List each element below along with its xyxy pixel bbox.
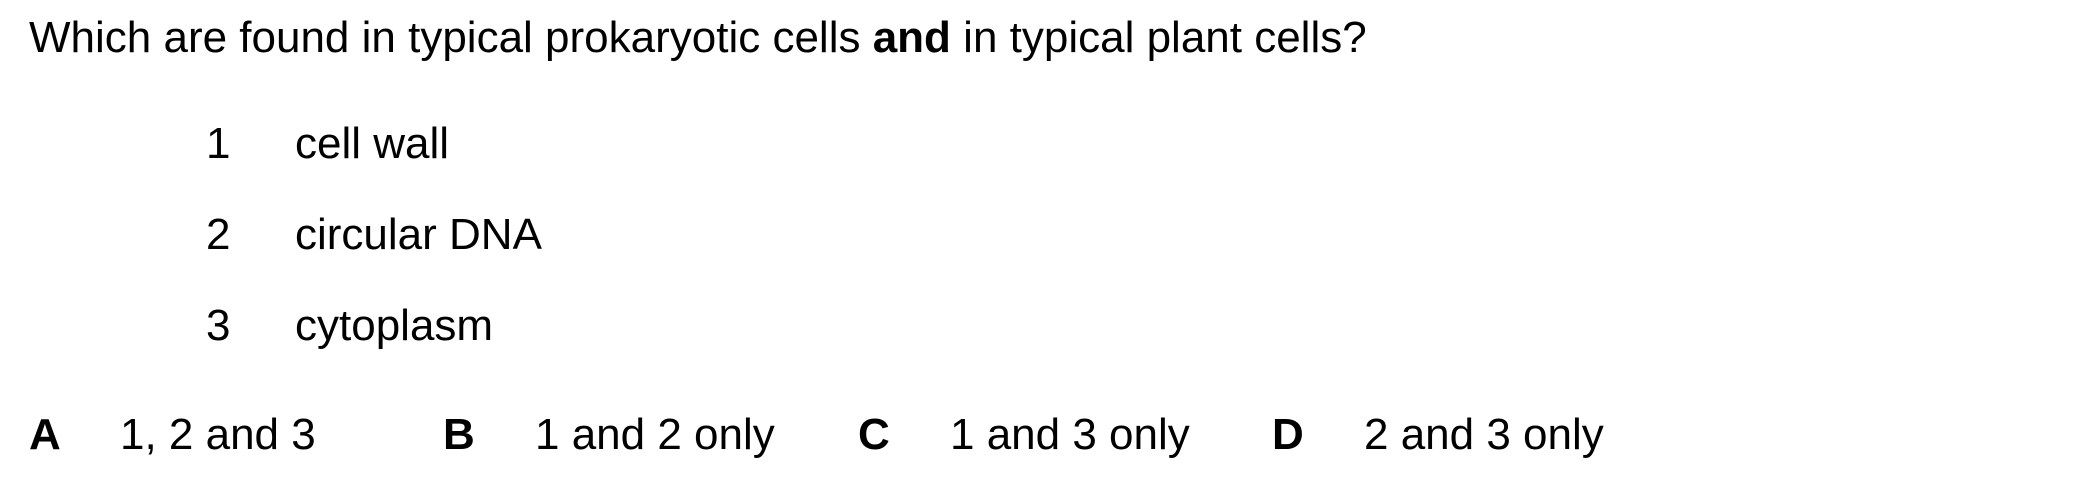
question-text-before: Which are found in typical prokaryotic cells <box>29 13 873 62</box>
option-a-text[interactable]: 1, 2 and 3 <box>120 410 316 459</box>
option-a-letter[interactable]: A <box>29 410 61 459</box>
option-b-letter[interactable]: B <box>443 410 475 459</box>
statement-text: cell wall <box>295 119 450 168</box>
option-c-letter[interactable]: C <box>858 410 890 459</box>
option-c-text[interactable]: 1 and 3 only <box>950 410 1190 459</box>
question-emphasis: and <box>872 13 951 62</box>
question-text-after: in typical plant cells? <box>950 13 1367 62</box>
statement-number: 1 <box>206 119 231 168</box>
option-d-letter[interactable]: D <box>1272 410 1304 459</box>
question-stem <box>29 12 1367 64</box>
statement-text: cytoplasm <box>295 301 494 350</box>
option-b-text[interactable]: 1 and 2 only <box>535 410 775 459</box>
statement-number: 3 <box>206 301 231 350</box>
statement-number: 2 <box>206 210 231 259</box>
statement-text: circular DNA <box>295 210 542 259</box>
option-d-text[interactable]: 2 and 3 only <box>1364 410 1604 459</box>
